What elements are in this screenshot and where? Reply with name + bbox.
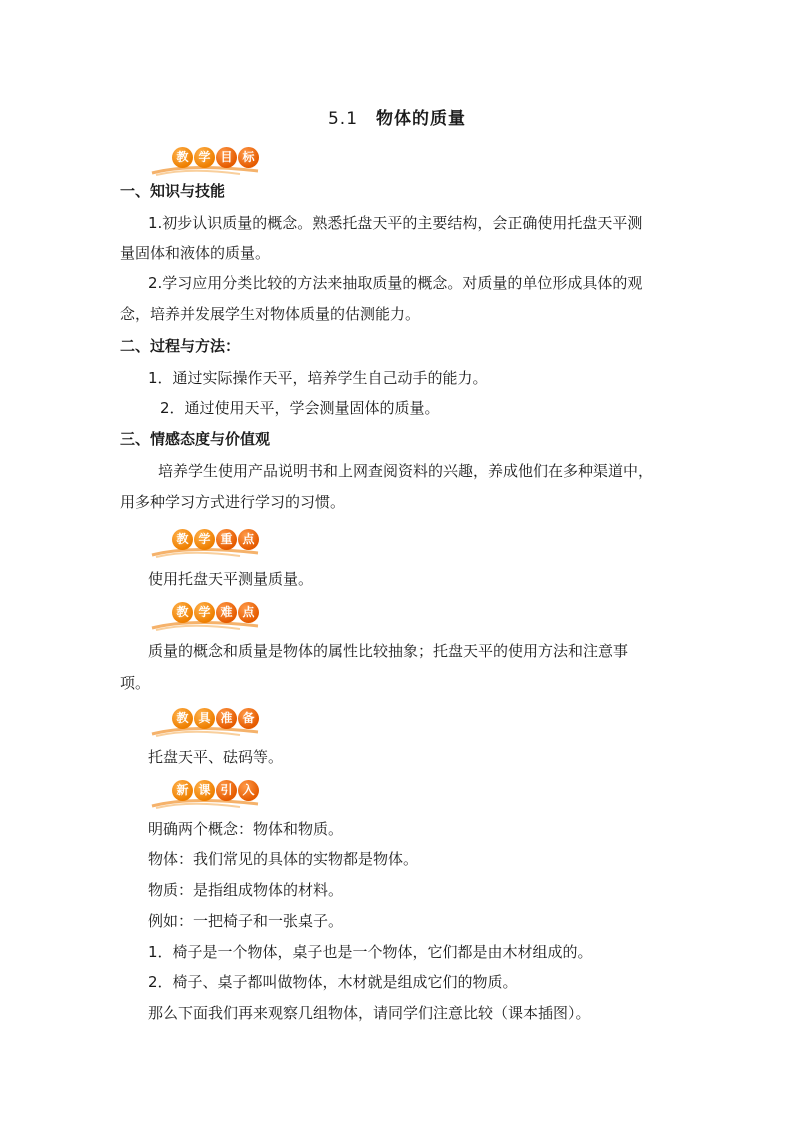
banner-char: 学 xyxy=(194,529,215,550)
banner-char: 标 xyxy=(238,147,259,168)
key-points-text: 使用托盘天平测量质量。 xyxy=(148,570,314,588)
banner-char: 点 xyxy=(238,602,259,623)
title-text: 物体的质量 xyxy=(376,109,467,129)
page-title xyxy=(0,104,794,129)
paragraph-line: 培养学生使用产品说明书和上网查阅资料的兴趣，养成他们在多种渠道中， xyxy=(158,462,654,480)
section-banner-difficult-points xyxy=(150,600,260,630)
difficult-points-text: 质量的概念和质量是物体的属性比较抽象；托盘天平的使用方法和注意事 xyxy=(148,642,629,660)
section-banner-new-lesson-intro xyxy=(150,778,260,808)
banner-char: 具 xyxy=(194,708,215,729)
section-banner-teaching-tools xyxy=(150,706,260,736)
banner-char: 教 xyxy=(172,602,193,623)
banner-char: 备 xyxy=(238,708,259,729)
section-banner-teaching-goals xyxy=(150,145,260,175)
banner-char: 教 xyxy=(172,708,193,729)
banner-char: 课 xyxy=(194,780,215,801)
banner-char: 准 xyxy=(216,708,237,729)
intro-line: 例如：一把椅子和一张桌子。 xyxy=(148,912,344,930)
intro-line: 2．椅子、桌子都叫做物体，木材就是组成它们的物质。 xyxy=(148,973,518,991)
intro-line: 那么下面我们再来观察几组物体，请同学们注意比较（课本插图）。 xyxy=(148,1004,591,1022)
banner-char: 重 xyxy=(216,529,237,550)
paragraph-line: 2.学习应用分类比较的方法来抽取质量的概念。对质量的单位形成具体的观 xyxy=(148,274,643,292)
paragraph-line: 2．通过使用天平，学会测量固体的质量。 xyxy=(160,399,440,417)
banner-char: 新 xyxy=(172,780,193,801)
banner-char: 学 xyxy=(194,147,215,168)
paragraph-line: 1.初步认识质量的概念。熟悉托盘天平的主要结构，会正确使用托盘天平测 xyxy=(148,214,643,232)
paragraph-line: 念，培养并发展学生对物体质量的估测能力。 xyxy=(120,305,421,323)
intro-line: 物质：是指组成物体的材料。 xyxy=(148,881,344,899)
section-banner-key-points xyxy=(150,527,260,557)
paragraph-line: 量固体和液体的质量。 xyxy=(120,244,271,262)
heading-attitude-values: 三、情感态度与价值观 xyxy=(120,430,271,448)
banner-char: 教 xyxy=(172,529,193,550)
heading-knowledge-skills: 一、知识与技能 xyxy=(120,182,226,200)
banner-char: 点 xyxy=(238,529,259,550)
paragraph-line: 1．通过实际操作天平，培养学生自己动手的能力。 xyxy=(148,369,488,387)
intro-line: 1．椅子是一个物体，桌子也是一个物体，它们都是由木材组成的。 xyxy=(148,943,593,961)
heading-process-methods: 二、过程与方法： xyxy=(120,337,241,355)
banner-char: 难 xyxy=(216,602,237,623)
intro-line: 明确两个概念：物体和物质。 xyxy=(148,820,344,838)
intro-line: 物体：我们常见的具体的实物都是物体。 xyxy=(148,850,419,868)
paragraph-line: 用多种学习方式进行学习的习惯。 xyxy=(120,493,346,511)
difficult-points-text: 项。 xyxy=(120,674,151,692)
title-number: 5.1 xyxy=(327,109,359,129)
banner-char: 引 xyxy=(216,780,237,801)
teaching-tools-text: 托盘天平、砝码等。 xyxy=(148,748,284,766)
banner-char: 入 xyxy=(238,780,259,801)
banner-char: 目 xyxy=(216,147,237,168)
banner-char: 教 xyxy=(172,147,193,168)
banner-char: 学 xyxy=(194,602,215,623)
